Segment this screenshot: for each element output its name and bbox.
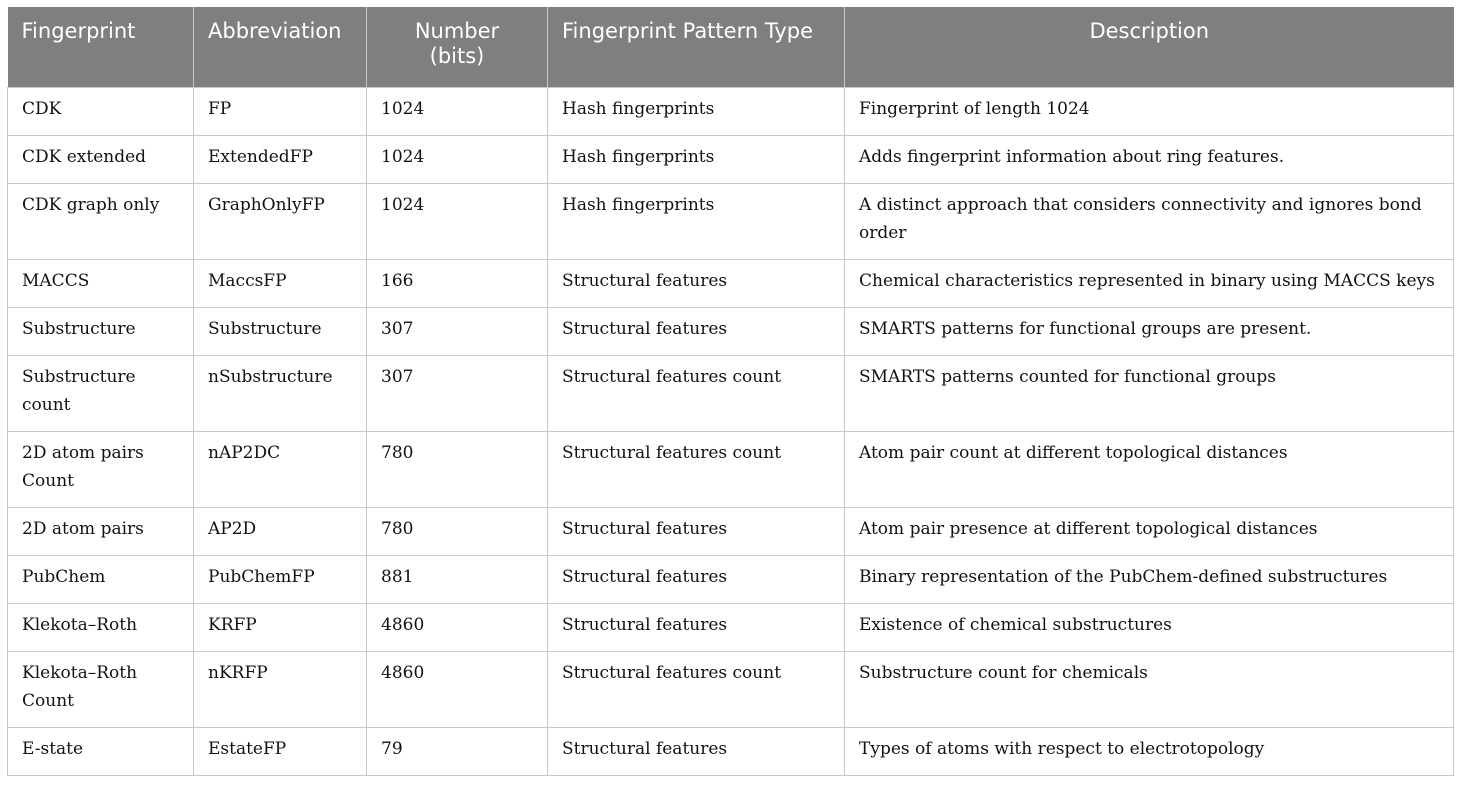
cell-pattern-type: Structural features count: [548, 651, 845, 727]
cell-bits: 1024: [367, 87, 548, 135]
cell-fingerprint: CDK extended: [8, 135, 194, 183]
cell-pattern-type: Structural features: [548, 603, 845, 651]
cell-description: SMARTS patterns for functional groups are present.: [845, 307, 1454, 355]
cell-fingerprint: Substructure count: [8, 355, 194, 431]
cell-bits: 4860: [367, 603, 548, 651]
cell-fingerprint: CDK graph only: [8, 183, 194, 259]
table-row: [8, 555, 1454, 603]
fingerprint-table-container: [7, 7, 1453, 776]
cell-fingerprint: 2D atom pairs: [8, 507, 194, 555]
cell-abbreviation: nKRFP: [194, 651, 367, 727]
cell-bits: 166: [367, 259, 548, 307]
cell-description: Chemical characteristics represented in binary using MACCS keys: [845, 259, 1454, 307]
cell-bits: 307: [367, 307, 548, 355]
table-row: [8, 307, 1454, 355]
cell-fingerprint: Substructure: [8, 307, 194, 355]
table-row: [8, 507, 1454, 555]
table-row: [8, 135, 1454, 183]
cell-pattern-type: Hash fingerprints: [548, 87, 845, 135]
header-pattern-type: Fingerprint Pattern Type: [548, 7, 845, 87]
cell-abbreviation: AP2D: [194, 507, 367, 555]
cell-fingerprint: Klekota–Roth: [8, 603, 194, 651]
table-header: [8, 7, 1454, 87]
cell-pattern-type: Structural features: [548, 259, 845, 307]
cell-abbreviation: Substructure: [194, 307, 367, 355]
cell-abbreviation: ExtendedFP: [194, 135, 367, 183]
table-row: [8, 355, 1454, 431]
cell-abbreviation: EstateFP: [194, 727, 367, 775]
cell-pattern-type: Structural features: [548, 727, 845, 775]
table-row: [8, 87, 1454, 135]
cell-pattern-type: Hash fingerprints: [548, 183, 845, 259]
cell-description: Atom pair presence at different topological distances: [845, 507, 1454, 555]
cell-fingerprint: PubChem: [8, 555, 194, 603]
cell-fingerprint: Klekota–Roth Count: [8, 651, 194, 727]
cell-description: Substructure count for chemicals: [845, 651, 1454, 727]
cell-bits: 307: [367, 355, 548, 431]
table-row: [8, 603, 1454, 651]
fingerprint-table: [7, 7, 1454, 776]
cell-fingerprint: E-state: [8, 727, 194, 775]
cell-description: Existence of chemical substructures: [845, 603, 1454, 651]
cell-pattern-type: Structural features count: [548, 431, 845, 507]
cell-pattern-type: Structural features: [548, 307, 845, 355]
cell-bits: 780: [367, 431, 548, 507]
table-row: [8, 651, 1454, 727]
cell-fingerprint: CDK: [8, 87, 194, 135]
cell-fingerprint: 2D atom pairs Count: [8, 431, 194, 507]
cell-bits: 1024: [367, 135, 548, 183]
table-row: [8, 259, 1454, 307]
header-fingerprint: Fingerprint: [8, 7, 194, 87]
table-row: [8, 727, 1454, 775]
header-abbreviation: Abbreviation: [194, 7, 367, 87]
cell-description: Binary representation of the PubChem-defined substructures: [845, 555, 1454, 603]
cell-description: Fingerprint of length 1024: [845, 87, 1454, 135]
cell-description: A distinct approach that considers connectivity and ignores bond order: [845, 183, 1454, 259]
cell-description: Atom pair count at different topological distances: [845, 431, 1454, 507]
cell-pattern-type: Hash fingerprints: [548, 135, 845, 183]
cell-bits: 4860: [367, 651, 548, 727]
table-row: [8, 431, 1454, 507]
table-body: [8, 87, 1454, 775]
cell-description: Adds fingerprint information about ring features.: [845, 135, 1454, 183]
cell-abbreviation: PubChemFP: [194, 555, 367, 603]
header-description: Description: [845, 7, 1454, 87]
header-row: [8, 7, 1454, 87]
table-row: [8, 183, 1454, 259]
cell-bits: 1024: [367, 183, 548, 259]
cell-pattern-type: Structural features: [548, 555, 845, 603]
cell-bits: 881: [367, 555, 548, 603]
cell-bits: 780: [367, 507, 548, 555]
cell-fingerprint: MACCS: [8, 259, 194, 307]
cell-abbreviation: FP: [194, 87, 367, 135]
cell-pattern-type: Structural features: [548, 507, 845, 555]
cell-abbreviation: nSubstructure: [194, 355, 367, 431]
cell-abbreviation: KRFP: [194, 603, 367, 651]
cell-pattern-type: Structural features count: [548, 355, 845, 431]
cell-abbreviation: nAP2DC: [194, 431, 367, 507]
cell-bits: 79: [367, 727, 548, 775]
cell-description: Types of atoms with respect to electrotopology: [845, 727, 1454, 775]
header-number-bits-text: Number (bits): [414, 19, 500, 68]
cell-description: SMARTS patterns counted for functional groups: [845, 355, 1454, 431]
header-number-bits: [367, 7, 548, 87]
cell-abbreviation: MaccsFP: [194, 259, 367, 307]
cell-abbreviation: GraphOnlyFP: [194, 183, 367, 259]
